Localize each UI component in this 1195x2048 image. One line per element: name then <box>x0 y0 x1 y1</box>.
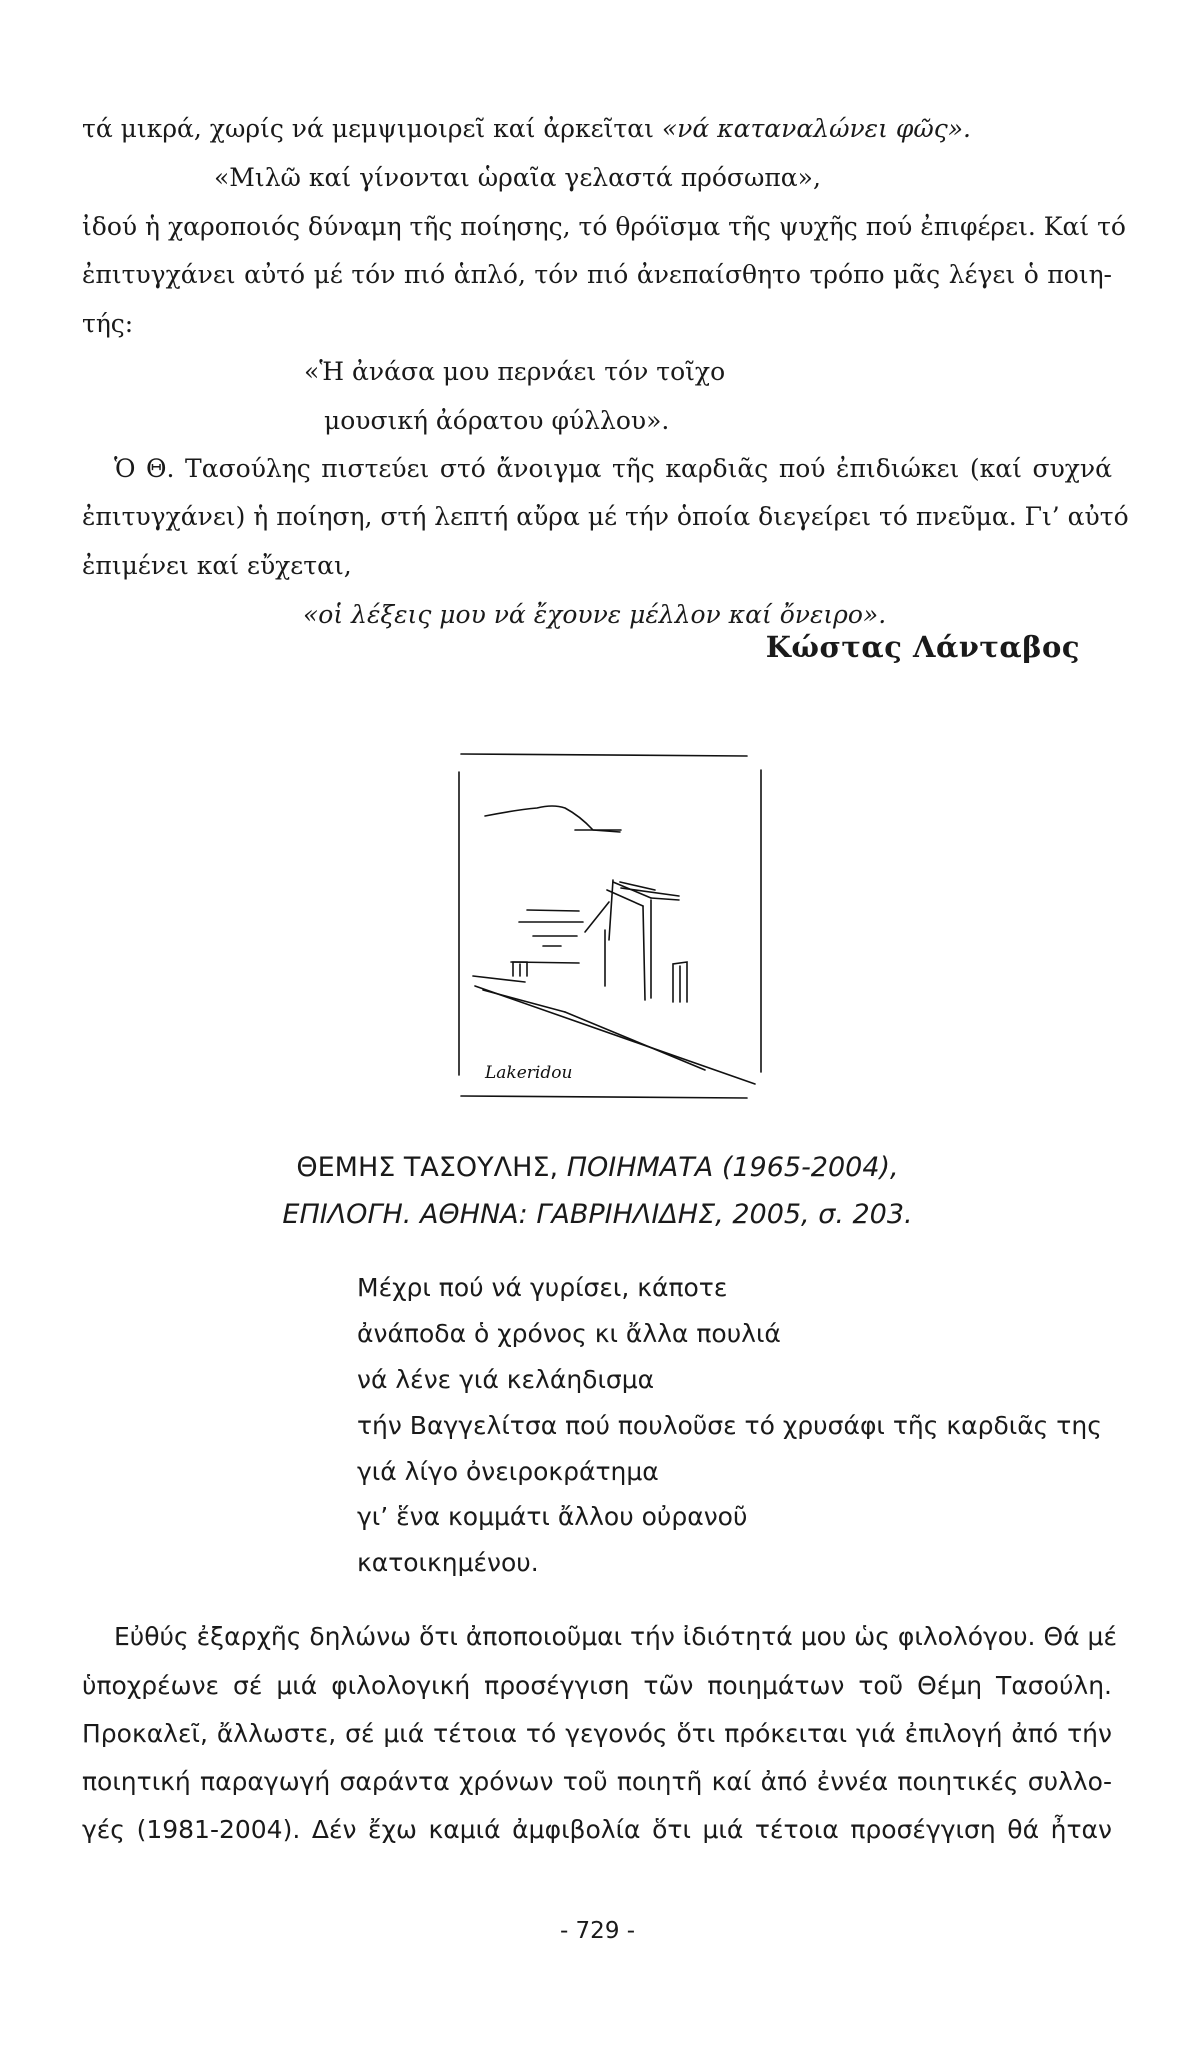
verse-quote: «Μιλῶ καί γίνονται ὡραῖα γελαστά πρόσωπα», <box>214 163 821 192</box>
paragraph-line: γές (1981-2004). Δέν ἔχω καμιά ἀμφιβολία ὅτι μιά τέτοια προσέγγιση θά ἦταν <box>82 1815 1112 1844</box>
verse-quote: «οἱ λέξεις μου νά ἔχουνε μέλλον καί ὄνειρο». <box>303 600 887 629</box>
poem-line: γιά λίγο ὀνειροκράτημα <box>357 1457 659 1486</box>
verse-quote: «Ἡ ἀνάσα μου περνάει τόν τοῖχο <box>304 357 726 386</box>
paragraph-line: ὑποχρέωνε σέ μιά φιλολογική προσέγγιση τῶν ποιημάτων τοῦ Θέμη Τασούλη. <box>82 1671 1112 1700</box>
poem-line: τήν Βαγγελίτσα πού πουλοῦσε τό χρυσάφι τῆς καρδιᾶς της <box>357 1411 1102 1440</box>
verse-quote: μουσική ἀόρατου φύλλου». <box>324 406 670 435</box>
artist-signature: Lakeridou <box>485 1063 573 1083</box>
paragraph-line: τής: <box>82 309 134 338</box>
paragraph-line: ἰδού ἡ χαροποιός δύναμη τῆς ποίησης, τό θρόϊσμα τῆς ψυχῆς πού ἐπιφέρει. Καί τό <box>82 212 1126 241</box>
book-reference-line <box>0 1152 1195 1183</box>
paragraph-line: ἐπιμένει καί εὔχεται, <box>82 551 352 580</box>
paragraph-line: Προκαλεῖ, ἄλλωστε, σέ μιά τέτοια τό γεγονός ὅτι πρόκειται γιά ἐπιλογή ἀπό τήν <box>82 1719 1112 1748</box>
paragraph-line: Εὐθύς ἐξαρχῆς δηλώνω ὅτι ἀποποιοῦμαι τήν ἰδιότητά μου ὡς φιλολόγου. Θά μέ <box>114 1622 1117 1651</box>
poem-line: ἀνάποδα ὁ χρόνος κι ἄλλα πουλιά <box>357 1319 781 1348</box>
paragraph-line: ποιητική παραγωγή σαράντα χρόνων τοῦ ποιητῆ καί ἀπό ἐννέα ποιητικές συλλο- <box>82 1767 1112 1796</box>
poem-line: Μέχρι πού νά γυρίσει, κάποτε <box>357 1273 728 1302</box>
paragraph-line <box>82 116 971 141</box>
italic-quote: «νά καταναλώνει φῶς». <box>661 114 971 143</box>
poem-line: γι’ ἕνα κομμάτι ἄλλου οὐρανοῦ <box>357 1502 748 1531</box>
poem-line: κατοικημένου. <box>357 1548 539 1577</box>
house-sketch-illustration <box>455 750 775 1115</box>
author-signature: Κώστας Λάνταβος <box>765 630 1080 664</box>
paragraph-line: Ὁ Θ. Τασούλης πιστεύει στό ἄνοιγμα τῆς καρδιᾶς πού ἐπιδιώκει (καί συχνά <box>114 454 1112 483</box>
paragraph-line: ἐπιτυγχάνει αὐτό μέ τόν πιό ἁπλό, τόν πιό ἀνεπαίσθητο τρόπο μᾶς λέγει ὁ ποιη- <box>82 260 1112 289</box>
page-number: - 729 - <box>559 1918 636 1944</box>
text-span: τά μικρά, χωρίς νά μεμψιμοιρεῖ καί ἀρκεῖται <box>82 114 662 143</box>
poem-line: νά λένε γιά κελάηδισμα <box>357 1365 655 1394</box>
reference-author: ΘΕΜΗΣ ΤΑΣΟΥΛΗΣ, <box>296 1152 567 1183</box>
book-reference-line: ΕΠΙΛΟΓΗ. ΑΘΗΝΑ: ΓΑΒΡΙΗΛΙΔΗΣ, 2005, σ. 203. <box>282 1199 913 1230</box>
reference-title: ΠΟΙΗΜΑΤΑ (1965-2004), <box>566 1152 899 1183</box>
paragraph-line: ἐπιτυγχάνει) ἡ ποίηση, στή λεπτή αὔρα μέ τήν ὁποία διεγείρει τό πνεῦμα. Γι’ αὐτό <box>82 502 1129 531</box>
